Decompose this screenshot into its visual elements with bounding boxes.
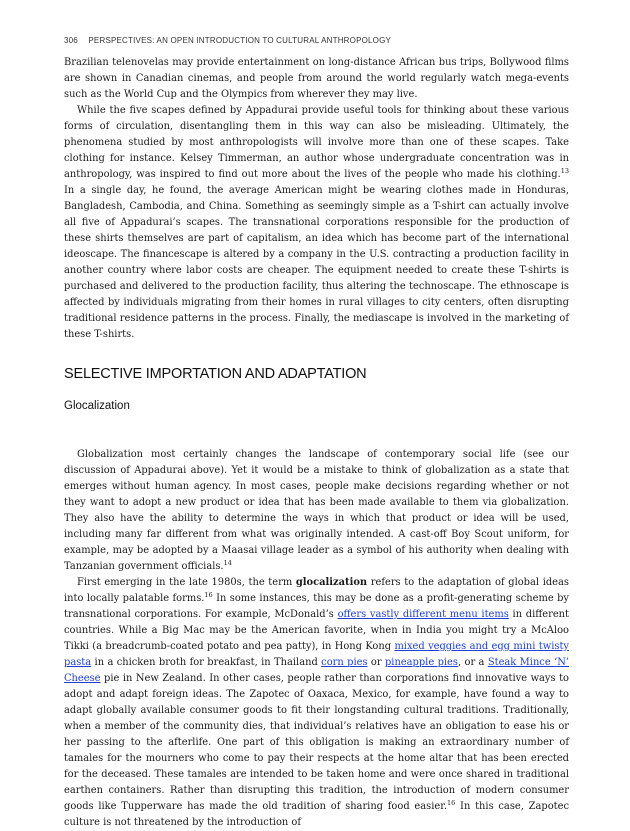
paragraph-1 xyxy=(64,55,569,103)
paragraph-4-text-a: First emerging in the late 1980s, the term xyxy=(77,577,296,588)
paragraph-4-text-h: pie in New Zealand. In other cases, people rather than corporations find innovative ways to adopt and adapt foreign ideas. The Zapotec of Oaxaca, Mexico, for example, have found a way to adapt globally available consumer goods to fit their longstanding cultural traditions. Traditionally, when a member of the community dies, that individual’s relatives have an obligation to ease his or her passing to the afterlife. One part of this obligation is making an extraordinary number of tamales for the mourners who come to pay their respects at the home altar that has been erected for the deceased. These tamales are intended to be taken home and were once shared in traditional earthen containers. Rather than disrupting this tradition, the introduction of modern consumer goods like Tupperware has made the old tradition of sharing food easier. xyxy=(64,673,569,812)
key-term-glocalization: glocalization xyxy=(295,577,368,588)
section-heading: SELECTIVE IMPORTATION AND ADAPTATION xyxy=(64,366,367,382)
footnote-ref-15[interactable]: 16 xyxy=(204,591,213,599)
paragraph-4 xyxy=(64,575,569,831)
paragraph-4-text-i: In this case, Zapotec culture is not threatened by the introduction of xyxy=(64,801,569,828)
paragraph-2-text-a: While the five scapes defined by Appadurai provide useful tools for thinking about these various forms of circulation, disentangling them in this way can also be misleading. Ultimately, the phenomena studied by most anthropologists will involve more than one of these scapes. Take clothing for instance. Kelsey Timmerman, an author whose undergraduate concentration was in anthropology, was inspired to find out more about the lives of the people who made his clothing. xyxy=(64,105,569,180)
paragraph-2-text-b: In a single day, he found, the average American might be wearing clothes made in Honduras, Bangladesh, Cambodia, and China. Something as seemingly simple as a T-shirt can actually involve all five of Appadurai’s scapes. The transnational corporations responsible for the production of these shirts themselves are part of capitalism, an idea which has become part of the international ideoscape. The financescape is altered by a company in the U.S. contracting a production facility in another country where labor costs are cheaper. The equipment needed to create these T-shirts is purchased and delivered to the production facility, thus altering the technoscape. The ethnoscape is affected by individuals migrating from their homes in rural villages to city centers, often disrupting traditional residence patterns in the process. Finally, the mediascape is involved in the marketing of these T-shirts. xyxy=(64,185,569,340)
heading-spacer xyxy=(64,413,569,447)
paragraph-4-text-e: in a chicken broth for breakfast, in Thailand xyxy=(91,657,322,668)
paragraph-1-text: Brazilian telenovelas may provide entertainment on long-distance African bus trips, Bollywood films are shown in Canadian cinemas, and people from around the world regularly watch mega-events such as the World Cup and the Olympics from wherever they may live. xyxy=(64,57,569,100)
pineapple-pies-link[interactable]: pineapple pies xyxy=(384,657,458,668)
paragraph-4-text-f: or xyxy=(367,657,385,668)
paragraph-3-text: Globalization most certainly changes the landscape of contemporary social life (see our discussion of Appadurai above). Yet it would be a mistake to think of globalization as a state that emerges without human agency. In most cases, people make decisions regarding whether or not they want to adopt a new product or idea that has been made available to them via globalization. They also have the ability to determine the ways in which that product or idea will be used, including many far different from what was originally intended. A cast-off Boy Scout uniform, for example, may be adopted by a Maasai village leader as a symbol of his authority when dealing with Tanzanian government officials. xyxy=(64,449,569,572)
page-body xyxy=(64,55,569,831)
corn-pies-link[interactable]: corn pies xyxy=(321,657,368,668)
menu-items-link[interactable]: offers vastly different menu items xyxy=(337,609,509,620)
footnote-ref-13[interactable]: 13 xyxy=(560,167,569,175)
running-header xyxy=(64,36,391,45)
book-title: PERSPECTIVES: AN OPEN INTRODUCTION TO CULTURAL ANTHROPOLOGY xyxy=(88,36,392,45)
paragraph-2 xyxy=(64,103,569,343)
paragraph-3 xyxy=(64,447,569,575)
footnote-ref-14[interactable]: 14 xyxy=(223,559,232,567)
paragraph-4-text-b: refers to the adaptation of global ideas into locally palatable forms. xyxy=(64,577,569,604)
hong-kong-pasta-link[interactable]: mixed veggies and egg mini twisty pasta xyxy=(64,641,569,668)
page-number: 306 xyxy=(64,36,78,45)
subsection-heading: Glocalization xyxy=(64,400,130,412)
paragraph-4-text-g: , or a xyxy=(457,657,488,668)
footnote-ref-16[interactable]: 16 xyxy=(447,799,456,807)
paragraph-4-text-c: In some instances, this may be done as a profit-generating scheme by transnational corporations. For example, McDonald’s xyxy=(64,593,569,620)
paragraph-4-text-d: in different countries. While a Big Mac may be the American favorite, when in India you might try a McAloo Tikki (a breadcrumb-coated potato and pea patty), in Hong Kong xyxy=(64,609,570,652)
steak-mince-cheese-link[interactable]: Steak Mince ‘N’ Cheese xyxy=(64,657,569,684)
